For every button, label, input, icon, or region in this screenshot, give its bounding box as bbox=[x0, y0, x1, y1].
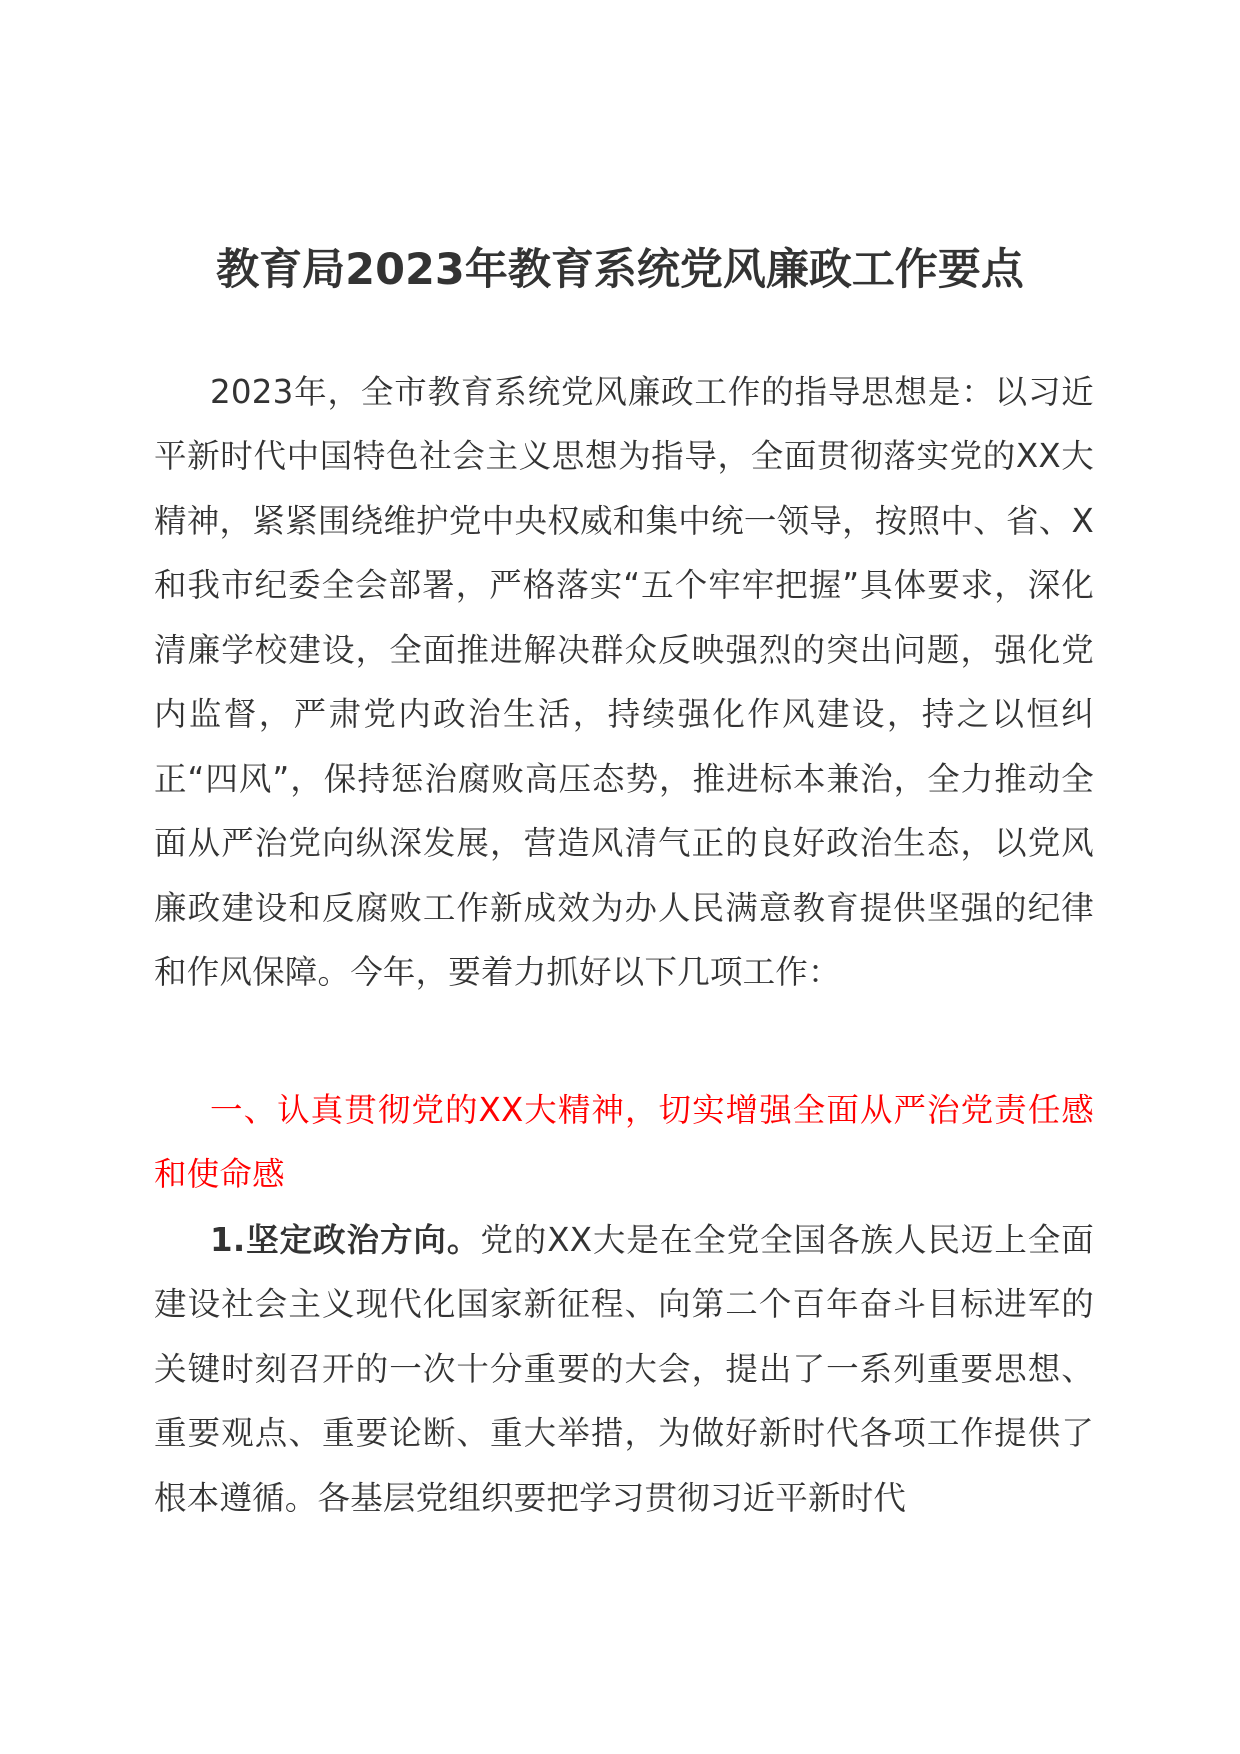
point-1-text: 党的XX大是在全党全国各族人民迈上全面建设社会主义现代化国家新征程、向第二个百年奋斗目标进军的关键时刻召开的一次十分重要的大会，提出了一系列重要思想、重要观点、重要论断、重大举措，为做好新时代各项工作提供了根本遵循。各基层党组织要把学习贯彻习近平新时代 bbox=[154, 1220, 1094, 1517]
intro-paragraph: 2023年，全市教育系统党风廉政工作的指导思想是：以习近平新时代中国特色社会主义思想为指导，全面贯彻落实党的XX大精神，紧紧围绕维护党中央权威和集中统一领导，按照中、省、X和我市纪委全会部署，严格落实“五个牢牢把握”具体要求，深化清廉学校建设，全面推进解决群众反映强烈的突出问题，强化党内监督，严肃党内政治生活，持续强化作风建设，持之以恒纠正“四风”，保持惩治腐败高压态势，推进标本兼治，全力推动全面从严治党向纵深发展，营造风清气正的良好政治生态，以党风廉政建设和反腐败工作新成效为办人民满意教育提供坚强的纪律和作风保障。今年，要着力抓好以下几项工作： bbox=[154, 372, 1094, 991]
point-1-paragraph bbox=[154, 1208, 1094, 1531]
document-title: 教育局2023年教育系统党风廉政工作要点 bbox=[216, 245, 1024, 295]
point-1-lead: 1.坚定政治方向。 bbox=[210, 1220, 481, 1259]
section-heading-1: 一、认真贯彻党的XX大精神，切实增强全面从严治党责任感和使命感 bbox=[154, 1090, 1094, 1193]
